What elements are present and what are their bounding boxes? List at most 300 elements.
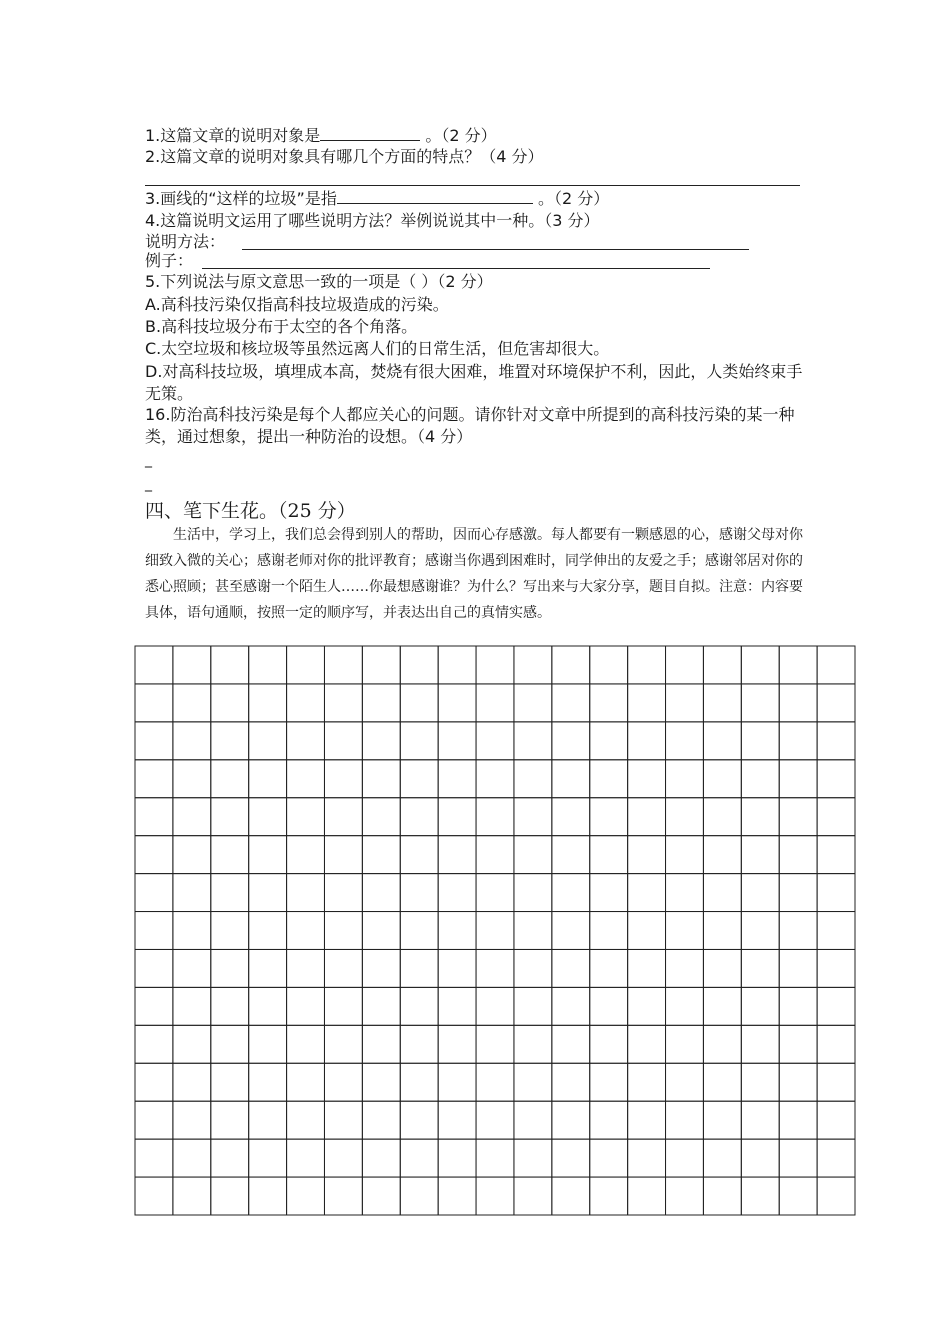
grid-cell[interactable]	[287, 1139, 325, 1177]
answer-line-16-a[interactable]: _	[145, 452, 152, 468]
grid-cell[interactable]	[173, 646, 211, 684]
grid-cell[interactable]	[817, 836, 855, 874]
grid-cell[interactable]	[135, 1177, 173, 1215]
option-b[interactable]: B.高科技垃圾分布于太空的各个角落。	[145, 317, 418, 336]
grid-cell[interactable]	[628, 1139, 666, 1177]
grid-cell[interactable]	[324, 722, 362, 760]
grid-cell[interactable]	[400, 949, 438, 987]
grid-cell[interactable]	[362, 912, 400, 950]
question-1-score: 。（2 分）	[420, 126, 497, 145]
grid-cell[interactable]	[173, 874, 211, 912]
grid-cell[interactable]	[400, 798, 438, 836]
grid-cell[interactable]	[552, 912, 590, 950]
grid-cell[interactable]	[628, 912, 666, 950]
grid-cell[interactable]	[362, 722, 400, 760]
grid-cell[interactable]	[249, 874, 287, 912]
grid-cell[interactable]	[703, 646, 741, 684]
grid-cell[interactable]	[211, 1101, 249, 1139]
grid-cell[interactable]	[552, 798, 590, 836]
grid-cell[interactable]	[362, 798, 400, 836]
grid-cell[interactable]	[135, 684, 173, 722]
grid-cell[interactable]	[514, 874, 552, 912]
grid-cell[interactable]	[249, 760, 287, 798]
grid-cell[interactable]	[324, 684, 362, 722]
grid-cell[interactable]	[173, 1177, 211, 1215]
grid-cell[interactable]	[249, 1177, 287, 1215]
grid-cell[interactable]	[249, 1101, 287, 1139]
grid-cell[interactable]	[779, 798, 817, 836]
grid-cell[interactable]	[741, 1177, 779, 1215]
grid-cell[interactable]	[741, 912, 779, 950]
grid-cell[interactable]	[324, 1101, 362, 1139]
grid-cell[interactable]	[817, 1177, 855, 1215]
grid-cell[interactable]	[287, 987, 325, 1025]
grid-cell[interactable]	[476, 987, 514, 1025]
grid-cell[interactable]	[703, 874, 741, 912]
grid-cell[interactable]	[514, 987, 552, 1025]
grid-cell[interactable]	[817, 987, 855, 1025]
grid-cell[interactable]	[476, 874, 514, 912]
grid-cell[interactable]	[666, 987, 704, 1025]
grid-cell[interactable]	[703, 836, 741, 874]
grid-cell[interactable]	[628, 798, 666, 836]
grid-cell[interactable]	[173, 722, 211, 760]
grid-cell[interactable]	[779, 912, 817, 950]
grid-cell[interactable]	[324, 836, 362, 874]
grid-cell[interactable]	[514, 1177, 552, 1215]
grid-cell[interactable]	[476, 1063, 514, 1101]
grid-cell[interactable]	[135, 836, 173, 874]
grid-cell[interactable]	[287, 798, 325, 836]
grid-cell[interactable]	[628, 874, 666, 912]
grid-cell[interactable]	[703, 1101, 741, 1139]
grid-cell[interactable]	[135, 760, 173, 798]
grid-cell[interactable]	[703, 1177, 741, 1215]
grid-cell[interactable]	[438, 987, 476, 1025]
grid-cell[interactable]	[590, 1139, 628, 1177]
grid-cell[interactable]	[400, 1139, 438, 1177]
grid-cell[interactable]	[211, 836, 249, 874]
grid-cell[interactable]	[476, 646, 514, 684]
grid-cell[interactable]	[438, 1025, 476, 1063]
grid-cell[interactable]	[324, 874, 362, 912]
grid-cell[interactable]	[362, 1025, 400, 1063]
grid-cell[interactable]	[249, 1025, 287, 1063]
grid-cell[interactable]	[438, 1177, 476, 1215]
grid-cell[interactable]	[173, 798, 211, 836]
grid-cell[interactable]	[703, 987, 741, 1025]
grid-cell[interactable]	[438, 646, 476, 684]
grid-cell[interactable]	[666, 1139, 704, 1177]
grid-cell[interactable]	[703, 1025, 741, 1063]
grid-cell[interactable]	[476, 949, 514, 987]
grid-cell[interactable]	[514, 760, 552, 798]
grid-cell[interactable]	[135, 874, 173, 912]
grid-cell[interactable]	[741, 836, 779, 874]
grid-cell[interactable]	[779, 722, 817, 760]
grid-cell[interactable]	[362, 1177, 400, 1215]
grid-cell[interactable]	[779, 1025, 817, 1063]
grid-cell[interactable]	[324, 912, 362, 950]
grid-cell[interactable]	[741, 722, 779, 760]
grid-cell[interactable]	[666, 836, 704, 874]
grid-cell[interactable]	[779, 646, 817, 684]
option-d[interactable]: D.对高科技垃圾，填埋成本高，焚烧有很大困难，堆置对环境保护不利，因此，人类始终束手无策。	[145, 362, 803, 403]
grid-cell[interactable]	[438, 1139, 476, 1177]
grid-cell[interactable]	[324, 1025, 362, 1063]
grid-cell[interactable]	[590, 722, 628, 760]
grid-cell[interactable]	[817, 760, 855, 798]
grid-cell[interactable]	[211, 949, 249, 987]
grid-cell[interactable]	[173, 912, 211, 950]
grid-cell[interactable]	[552, 1025, 590, 1063]
grid-cell[interactable]	[590, 987, 628, 1025]
grid-cell[interactable]	[476, 1101, 514, 1139]
grid-cell[interactable]	[173, 1063, 211, 1101]
grid-cell[interactable]	[135, 798, 173, 836]
method-label: 说明方法：	[145, 232, 226, 251]
grid-cell[interactable]	[211, 1139, 249, 1177]
grid-cell[interactable]	[362, 874, 400, 912]
grid-cell[interactable]	[287, 912, 325, 950]
grid-cell[interactable]	[135, 987, 173, 1025]
grid-cell[interactable]	[249, 722, 287, 760]
grid-cell[interactable]	[703, 798, 741, 836]
grid-cell[interactable]	[552, 684, 590, 722]
grid-cell[interactable]	[741, 987, 779, 1025]
grid-cell[interactable]	[211, 987, 249, 1025]
grid-cell[interactable]	[362, 646, 400, 684]
grid-cell[interactable]	[817, 949, 855, 987]
grid-cell[interactable]	[666, 1063, 704, 1101]
grid-cell[interactable]	[135, 1063, 173, 1101]
grid-cell[interactable]	[552, 949, 590, 987]
grid-cell[interactable]	[400, 646, 438, 684]
grid-cell[interactable]	[741, 798, 779, 836]
grid-cell[interactable]	[438, 722, 476, 760]
grid-cell[interactable]	[817, 1101, 855, 1139]
grid-cell[interactable]	[362, 1063, 400, 1101]
grid-cell[interactable]	[476, 1025, 514, 1063]
grid-cell[interactable]	[666, 798, 704, 836]
grid-cell[interactable]	[249, 684, 287, 722]
grid-cell[interactable]	[249, 949, 287, 987]
grid-cell[interactable]	[666, 949, 704, 987]
grid-cell[interactable]	[703, 684, 741, 722]
grid-cell[interactable]	[817, 912, 855, 950]
grid-cell[interactable]	[779, 760, 817, 798]
essay-prompt: 生活中，学习上，我们总会得到别人的帮助，因而心存感激。每人都要有一颗感恩的心，感谢父母对你细致入微的关心；感谢老师对你的批评教育；感谢当你遇到困难时，同学伸出的友爱之手；感谢邻居对你的悉心照顾；甚至感谢一个陌生人……你最想感谢谁？为什么？写出来与大家分享，题目自拟。注意：内容要具体，语句通顺，按照一定的顺序写，并表达出自己的真情实感。	[145, 527, 803, 621]
grid-cell[interactable]	[362, 1139, 400, 1177]
grid-cell[interactable]	[741, 1101, 779, 1139]
grid-cell[interactable]	[590, 1025, 628, 1063]
grid-cell[interactable]	[135, 646, 173, 684]
grid-cell[interactable]	[173, 987, 211, 1025]
grid-cell[interactable]	[590, 798, 628, 836]
grid-cell[interactable]	[249, 912, 287, 950]
grid-cell[interactable]	[741, 874, 779, 912]
grid-cell[interactable]	[287, 1177, 325, 1215]
grid-cell[interactable]	[817, 874, 855, 912]
grid-cell[interactable]	[741, 949, 779, 987]
grid-cell[interactable]	[741, 1025, 779, 1063]
grid-cell[interactable]	[324, 1139, 362, 1177]
grid-cell[interactable]	[362, 1101, 400, 1139]
grid-cell[interactable]	[173, 1025, 211, 1063]
grid-cell[interactable]	[135, 1101, 173, 1139]
grid-cell[interactable]	[552, 1101, 590, 1139]
grid-cell[interactable]	[438, 760, 476, 798]
grid-cell[interactable]	[552, 1139, 590, 1177]
grid-cell[interactable]	[779, 1101, 817, 1139]
answer-line-2[interactable]	[145, 185, 800, 186]
grid-cell[interactable]	[287, 1025, 325, 1063]
grid-cell[interactable]	[590, 912, 628, 950]
grid-cell[interactable]	[400, 1177, 438, 1215]
grid-cell[interactable]	[324, 1177, 362, 1215]
grid-cell[interactable]	[287, 1063, 325, 1101]
grid-cell[interactable]	[552, 1063, 590, 1101]
grid-cell[interactable]	[476, 760, 514, 798]
grid-cell[interactable]	[741, 646, 779, 684]
grid-cell[interactable]	[628, 949, 666, 987]
grid-cell[interactable]	[666, 912, 704, 950]
grid-cell[interactable]	[666, 722, 704, 760]
grid-cell[interactable]	[779, 874, 817, 912]
grid-cell[interactable]	[703, 949, 741, 987]
grid-cell[interactable]	[628, 1101, 666, 1139]
grid-cell[interactable]	[817, 1025, 855, 1063]
grid-cell[interactable]	[552, 646, 590, 684]
grid-cell[interactable]	[741, 760, 779, 798]
grid-cell[interactable]	[287, 760, 325, 798]
grid-cell[interactable]	[476, 798, 514, 836]
grid-cell[interactable]	[590, 684, 628, 722]
grid-cell[interactable]	[211, 722, 249, 760]
grid-cell[interactable]	[362, 836, 400, 874]
grid-cell[interactable]	[514, 1101, 552, 1139]
grid-cell[interactable]	[628, 987, 666, 1025]
method-answer-line[interactable]	[242, 249, 749, 250]
grid-cell[interactable]	[817, 1139, 855, 1177]
composition-grid[interactable]	[134, 645, 856, 1216]
grid-cell[interactable]	[703, 912, 741, 950]
grid-cell[interactable]	[249, 987, 287, 1025]
grid-cell[interactable]	[666, 684, 704, 722]
grid-cell[interactable]	[476, 1177, 514, 1215]
grid-cell[interactable]	[741, 1063, 779, 1101]
grid-cell[interactable]	[324, 798, 362, 836]
grid-cell[interactable]	[514, 836, 552, 874]
grid-cell[interactable]	[703, 722, 741, 760]
grid-cell[interactable]	[476, 722, 514, 760]
grid-cell[interactable]	[173, 1101, 211, 1139]
grid-cell[interactable]	[628, 684, 666, 722]
example-answer-line[interactable]	[202, 268, 710, 269]
grid-cell[interactable]	[400, 836, 438, 874]
grid-cell[interactable]	[362, 760, 400, 798]
grid-cell[interactable]	[135, 722, 173, 760]
grid-cell[interactable]	[438, 874, 476, 912]
grid-cell[interactable]	[135, 1025, 173, 1063]
grid-cell[interactable]	[628, 760, 666, 798]
grid-cell[interactable]	[552, 874, 590, 912]
grid-cell[interactable]	[400, 1101, 438, 1139]
grid-cell[interactable]	[287, 646, 325, 684]
grid-cell[interactable]	[779, 949, 817, 987]
grid-cell[interactable]	[249, 836, 287, 874]
grid-cell[interactable]	[324, 949, 362, 987]
answer-blank-3[interactable]	[337, 188, 533, 204]
grid-cell[interactable]	[590, 836, 628, 874]
grid-cell[interactable]	[438, 684, 476, 722]
grid-cell[interactable]	[173, 1139, 211, 1177]
grid-cell[interactable]	[779, 836, 817, 874]
grid-cell[interactable]	[400, 1025, 438, 1063]
grid-cell[interactable]	[287, 949, 325, 987]
grid-cell[interactable]	[438, 798, 476, 836]
grid-cell[interactable]	[438, 836, 476, 874]
grid-cell[interactable]	[779, 1177, 817, 1215]
grid-cell[interactable]	[287, 1101, 325, 1139]
grid-cell[interactable]	[135, 912, 173, 950]
grid-cell[interactable]	[514, 949, 552, 987]
grid-cell[interactable]	[287, 874, 325, 912]
option-a[interactable]: A.高科技污染仅指高科技垃圾造成的污染。	[145, 295, 449, 314]
grid-cell[interactable]	[324, 987, 362, 1025]
grid-cell[interactable]	[628, 722, 666, 760]
grid-cell[interactable]	[211, 684, 249, 722]
option-c[interactable]: C.太空垃圾和核垃圾等虽然远离人们的日常生活，但危害却很大。	[145, 339, 610, 358]
grid-cell[interactable]	[552, 760, 590, 798]
grid-cell[interactable]	[590, 1063, 628, 1101]
grid-cell[interactable]	[287, 722, 325, 760]
grid-cell[interactable]	[628, 836, 666, 874]
grid-cell[interactable]	[514, 1063, 552, 1101]
grid-cell[interactable]	[249, 646, 287, 684]
grid-cell[interactable]	[666, 760, 704, 798]
grid-cell[interactable]	[703, 760, 741, 798]
grid-cell[interactable]	[703, 1063, 741, 1101]
grid-cell[interactable]	[779, 1063, 817, 1101]
grid-cell[interactable]	[438, 1063, 476, 1101]
grid-cell[interactable]	[817, 798, 855, 836]
grid-cell[interactable]	[703, 1139, 741, 1177]
grid-cell[interactable]	[817, 684, 855, 722]
grid-cell[interactable]	[817, 722, 855, 760]
grid-cell[interactable]	[514, 646, 552, 684]
grid-cell[interactable]	[324, 760, 362, 798]
grid-cell[interactable]	[514, 684, 552, 722]
grid-cell[interactable]	[211, 1177, 249, 1215]
grid-cell[interactable]	[552, 722, 590, 760]
grid-cell[interactable]	[211, 1025, 249, 1063]
grid-cell[interactable]	[438, 1101, 476, 1139]
grid-cell[interactable]	[211, 874, 249, 912]
grid-cell[interactable]	[628, 1177, 666, 1215]
grid-cell[interactable]	[173, 760, 211, 798]
grid-cell[interactable]	[249, 1139, 287, 1177]
grid-cell[interactable]	[628, 1025, 666, 1063]
answer-blank-1[interactable]	[320, 125, 420, 141]
grid-cell[interactable]	[400, 722, 438, 760]
grid-cell[interactable]	[476, 1139, 514, 1177]
grid-cell[interactable]	[135, 1139, 173, 1177]
grid-cell[interactable]	[173, 949, 211, 987]
grid-cell[interactable]	[362, 949, 400, 987]
grid-cell[interactable]	[666, 646, 704, 684]
grid-cell[interactable]	[400, 1063, 438, 1101]
grid-cell[interactable]	[324, 646, 362, 684]
grid-cell[interactable]	[779, 1139, 817, 1177]
grid-cell[interactable]	[287, 836, 325, 874]
grid-cell[interactable]	[666, 1177, 704, 1215]
grid-cell[interactable]	[779, 987, 817, 1025]
grid-cell[interactable]	[324, 1063, 362, 1101]
grid-cell[interactable]	[173, 836, 211, 874]
grid-cell[interactable]	[666, 874, 704, 912]
grid-cell[interactable]	[514, 798, 552, 836]
grid-cell[interactable]	[438, 912, 476, 950]
grid-cell[interactable]	[590, 1177, 628, 1215]
grid-cell[interactable]	[211, 760, 249, 798]
grid-cell[interactable]	[362, 684, 400, 722]
grid-cell[interactable]	[211, 1063, 249, 1101]
grid-cell[interactable]	[476, 912, 514, 950]
grid-cell[interactable]	[817, 646, 855, 684]
grid-cell[interactable]	[590, 949, 628, 987]
grid-cell[interactable]	[741, 1139, 779, 1177]
grid-cell[interactable]	[817, 1063, 855, 1101]
grid-cell[interactable]	[211, 646, 249, 684]
grid-cell[interactable]	[476, 684, 514, 722]
grid-cell[interactable]	[779, 684, 817, 722]
grid-cell[interactable]	[590, 760, 628, 798]
grid-cell[interactable]	[362, 987, 400, 1025]
grid-cell[interactable]	[628, 1063, 666, 1101]
grid-cell[interactable]	[173, 684, 211, 722]
grid-cell[interactable]	[400, 760, 438, 798]
grid-cell[interactable]	[666, 1101, 704, 1139]
grid-cell[interactable]	[400, 874, 438, 912]
grid-cell[interactable]	[741, 684, 779, 722]
grid-cell[interactable]	[249, 1063, 287, 1101]
grid-cell[interactable]	[249, 798, 287, 836]
grid-cell[interactable]	[552, 1177, 590, 1215]
grid-cell[interactable]	[590, 874, 628, 912]
grid-cell[interactable]	[211, 798, 249, 836]
grid-cell[interactable]	[400, 684, 438, 722]
grid-cell[interactable]	[552, 836, 590, 874]
grid-cell[interactable]	[590, 646, 628, 684]
grid-cell[interactable]	[438, 949, 476, 987]
grid-cell[interactable]	[211, 912, 249, 950]
grid-cell[interactable]	[514, 1025, 552, 1063]
grid-cell[interactable]	[476, 836, 514, 874]
grid-cell[interactable]	[628, 646, 666, 684]
grid-cell[interactable]	[514, 1139, 552, 1177]
grid-cell[interactable]	[514, 722, 552, 760]
answer-line-16-b[interactable]: _	[145, 476, 152, 492]
grid-cell[interactable]	[400, 987, 438, 1025]
grid-cell[interactable]	[135, 949, 173, 987]
grid-cell[interactable]	[400, 912, 438, 950]
grid-cell[interactable]	[552, 987, 590, 1025]
grid-cell[interactable]	[287, 684, 325, 722]
grid-cell[interactable]	[514, 912, 552, 950]
grid-cell[interactable]	[666, 1025, 704, 1063]
grid-cell[interactable]	[590, 1101, 628, 1139]
